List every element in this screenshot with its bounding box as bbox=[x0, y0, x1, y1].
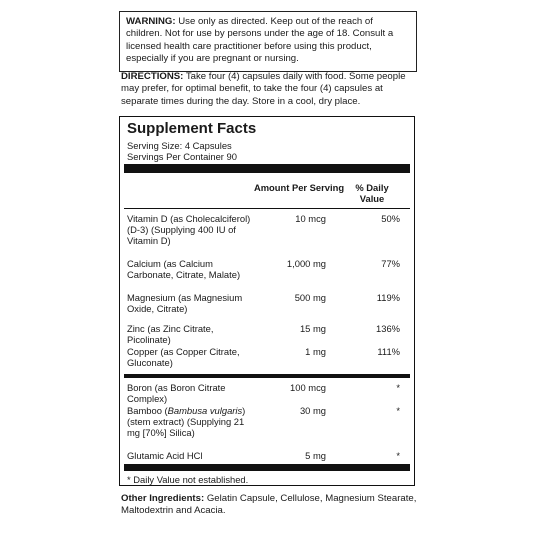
nutrient-name: Boron (as Boron Citrate Complex) bbox=[127, 382, 226, 405]
nutrient-dv: 77% bbox=[381, 258, 400, 269]
bamboo-latin-name: Bambusa vulgaris bbox=[167, 405, 243, 416]
nutrient-name bbox=[127, 405, 259, 439]
servings-per-container: Servings Per Container 90 bbox=[127, 151, 237, 162]
col-amount-header: Amount Per Serving bbox=[253, 182, 345, 193]
other-text: Gelatin Capsule, Cellulose, Magnesium Stearate, Maltodextrin and Acacia. bbox=[121, 493, 417, 517]
thick-divider-bottom bbox=[124, 464, 410, 471]
nutrient-name: Vitamin D (as Cholecalciferol) (D-3) (Supplying 400 IU of Vitamin D) bbox=[127, 213, 251, 247]
nutrient-dv: 119% bbox=[376, 292, 400, 303]
other-label: Other Ingredients: bbox=[121, 493, 205, 504]
nutrient-dv: 136% bbox=[376, 323, 400, 334]
other-ingredients bbox=[121, 493, 421, 518]
nutrient-dv: 111% bbox=[377, 346, 400, 357]
nutrient-dv: * bbox=[396, 450, 400, 461]
nutrient-amount: 100 mcg bbox=[290, 382, 326, 393]
daily-value-footnote: * Daily Value not established. bbox=[127, 474, 249, 485]
nutrient-name: Glutamic Acid HCl bbox=[127, 450, 203, 461]
bamboo-suffix: ) (stem extract) (Supplying 21 mg [70%] Silica) bbox=[127, 405, 246, 439]
warning-label: WARNING: bbox=[126, 16, 176, 27]
nutrient-amount: 15 mg bbox=[299, 323, 326, 334]
nutrient-amount: 10 mcg bbox=[295, 213, 326, 224]
directions-text: Take four (4) capsules daily with food. Some people may prefer, for optimal benefit, to take the four (4) capsules at separate times during the day. Store in a cool, dry place. bbox=[121, 71, 406, 107]
nutrient-name: Zinc (as Zinc Citrate, Picolinate) bbox=[127, 323, 214, 346]
nutrient-dv: * bbox=[396, 405, 400, 416]
header-rule bbox=[124, 208, 410, 209]
col-dv-header: % Daily Value bbox=[355, 182, 389, 205]
thick-divider bbox=[124, 164, 410, 173]
nutrient-amount: 1 mg bbox=[305, 346, 326, 357]
nutrient-dv: * bbox=[396, 382, 400, 393]
nutrient-name: Calcium (as Calcium Carbonate, Citrate, Malate) bbox=[127, 258, 241, 281]
nutrient-amount: 30 mg bbox=[299, 405, 326, 416]
medium-divider bbox=[124, 374, 410, 378]
nutrient-amount: 1,000 mg bbox=[286, 258, 326, 269]
nutrient-amount: 5 mg bbox=[305, 450, 326, 461]
warning-text: Use only as directed. Keep out of the reach of children. Not for use by persons under the age of 18. Consult a licensed health care practitioner before using this product, especially if you are pregnant or nursing. bbox=[126, 16, 394, 65]
facts-title: Supplement Facts bbox=[127, 120, 257, 137]
bamboo-prefix: Bamboo ( bbox=[127, 405, 168, 416]
nutrient-name: Copper (as Copper Citrate, Gluconate) bbox=[127, 346, 240, 369]
warning-box bbox=[119, 11, 417, 72]
nutrient-amount: 500 mg bbox=[294, 292, 326, 303]
directions-label: DIRECTIONS: bbox=[121, 71, 184, 82]
nutrient-dv: 50% bbox=[381, 213, 400, 224]
nutrient-name: Magnesium (as Magnesium Oxide, Citrate) bbox=[127, 292, 243, 315]
serving-size: Serving Size: 4 Capsules bbox=[127, 140, 232, 151]
supplement-facts-panel bbox=[119, 116, 415, 486]
directions-paragraph bbox=[121, 71, 421, 108]
